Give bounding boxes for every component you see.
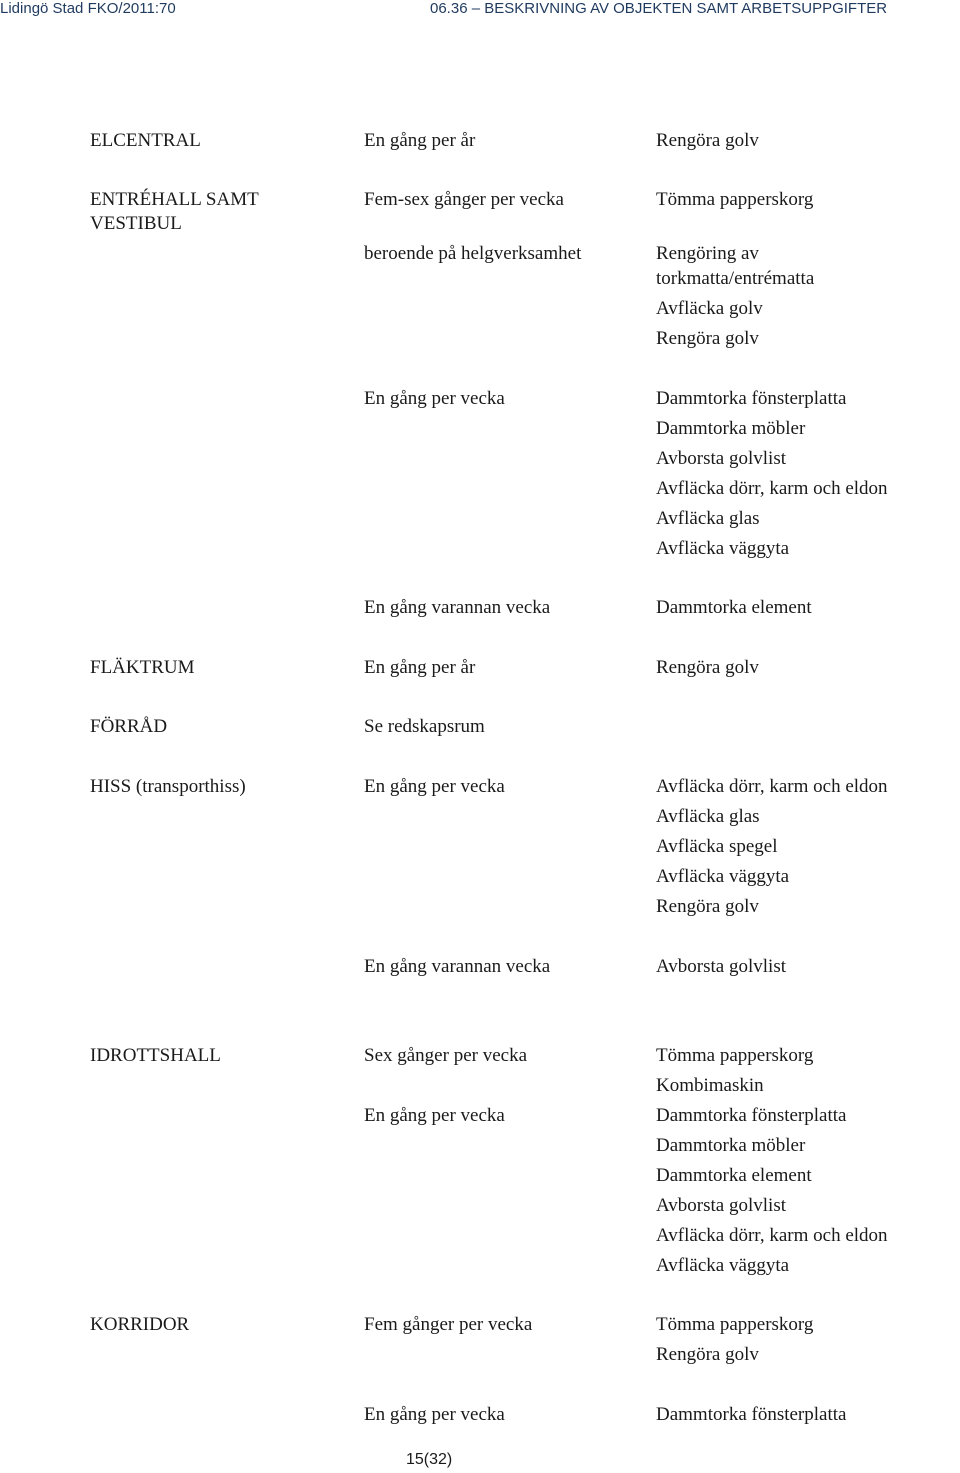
task-entrehall-5: Rengöra golv [656,328,759,349]
task-hiss-6: Avborsta golvlist [656,956,787,977]
task-idrottshall-1: Tömma papperskorg [656,1045,814,1066]
page-number: 15(32) [406,1451,453,1468]
document-reference: Lidingö Stad FKO/2011:70 [0,0,176,17]
room-name-entrehall-line1: ENTRÉHALL SAMT [90,189,259,210]
frequency-forrad: Se redskapsrum [364,716,485,737]
frequency-entrehall-1: Fem-sex gånger per vecka [364,189,564,210]
task-hiss-2: Avfläcka glas [656,806,760,827]
room-name-elcentral: ELCENTRAL [90,130,201,151]
task-entrehall-8: Avborsta golvlist [656,448,787,469]
frequency-elcentral: En gång per år [364,130,476,151]
frequency-flaktrum: En gång per år [364,657,476,678]
task-hiss-4: Avfläcka väggyta [656,866,790,887]
task-idrottshall-5: Dammtorka element [656,1165,812,1186]
task-korridor-3: Dammtorka fönsterplatta [656,1404,847,1425]
frequency-entrehall-3: En gång per vecka [364,388,505,409]
room-name-korridor: KORRIDOR [90,1314,190,1335]
task-idrottshall-4: Dammtorka möbler [656,1135,806,1156]
task-hiss-1: Avfläcka dörr, karm och eldon [656,776,888,797]
task-hiss-3: Avfläcka spegel [656,836,778,857]
task-entrehall-6: Dammtorka fönsterplatta [656,388,847,409]
task-entrehall-2: Rengöring av [656,243,759,264]
frequency-idrottshall-2: En gång per vecka [364,1105,505,1126]
frequency-idrottshall-1: Sex gånger per vecka [364,1045,528,1066]
room-name-idrottshall: IDROTTSHALL [90,1045,221,1066]
task-idrottshall-7: Avfläcka dörr, karm och eldon [656,1225,888,1246]
frequency-hiss-1: En gång per vecka [364,776,505,797]
task-entrehall-12: Dammtorka element [656,597,812,618]
task-idrottshall-6: Avborsta golvlist [656,1195,787,1216]
task-entrehall-9: Avfläcka dörr, karm och eldon [656,478,888,499]
task-entrehall-4: Avfläcka golv [656,298,763,319]
frequency-korridor-1: Fem gånger per vecka [364,1314,533,1335]
task-entrehall-3: torkmatta/entrématta [656,268,815,289]
task-idrottshall-8: Avfläcka väggyta [656,1255,790,1276]
task-korridor-1: Tömma papperskorg [656,1314,814,1335]
frequency-korridor-2: En gång per vecka [364,1404,505,1425]
task-elcentral-1: Rengöra golv [656,130,759,151]
room-name-hiss: HISS (transporthiss) [90,776,246,797]
frequency-entrehall-4: En gång varannan vecka [364,597,551,618]
task-entrehall-7: Dammtorka möbler [656,418,806,439]
task-idrottshall-3: Dammtorka fönsterplatta [656,1105,847,1126]
frequency-entrehall-2: beroende på helgverksamhet [364,243,582,264]
document-section-title: 06.36 – BESKRIVNING AV OBJEKTEN SAMT ARBETSUPPGIFTER [430,0,888,17]
task-entrehall-10: Avfläcka glas [656,508,760,529]
task-entrehall-11: Avfläcka väggyta [656,538,790,559]
task-idrottshall-2: Kombimaskin [656,1075,764,1096]
task-hiss-5: Rengöra golv [656,896,759,917]
room-name-forrad: FÖRRÅD [90,716,168,737]
frequency-hiss-2: En gång varannan vecka [364,956,551,977]
room-name-entrehall-line2: VESTIBUL [90,213,182,234]
room-name-flaktrum: FLÄKTRUM [90,657,195,678]
task-entrehall-1: Tömma papperskorg [656,189,814,210]
task-korridor-2: Rengöra golv [656,1344,759,1365]
task-flaktrum-1: Rengöra golv [656,657,759,678]
